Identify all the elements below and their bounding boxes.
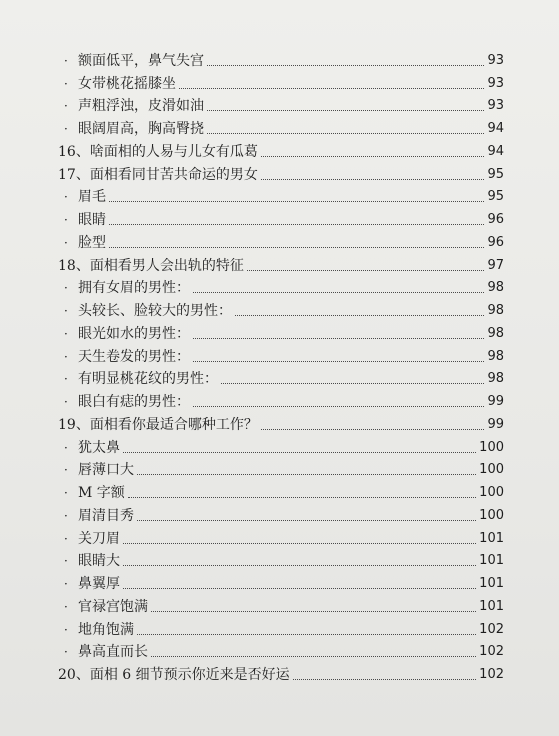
dot-leader [207,109,484,111]
toc-entry-title: 天生卷发的男性： [78,348,190,365]
toc-page-number: 102 [479,667,504,682]
toc-page-number: 94 [487,121,504,136]
dot-leader [247,269,485,271]
toc-page-number: 94 [487,143,504,159]
toc-entry[interactable] [58,502,504,525]
toc-entry[interactable] [58,388,504,411]
toc-page-number: 98 [487,303,504,318]
dot-leader [293,678,477,680]
bullet: · [64,599,68,614]
toc-entry[interactable] [58,229,504,252]
toc-entry-title: 头较长、脸较大的男性： [78,303,232,319]
toc-page-number: 98 [487,280,504,296]
toc-page-number: 95 [487,189,504,205]
toc-entry[interactable] [58,639,504,662]
bullet: · [64,531,68,546]
toc-page-number: 101 [479,598,504,614]
dot-leader [123,564,476,566]
toc-entry[interactable] [58,343,504,366]
bullet: · [64,622,68,637]
toc-page-number: 98 [487,348,504,364]
toc-entry-title: 眼睛大 [78,553,120,570]
toc-entry[interactable] [58,434,504,457]
toc-section-title: 20、面相 6 细节预示你近来是否好运 [58,667,290,683]
bullet: · [64,463,68,478]
toc-page-number: 95 [487,166,504,182]
dot-leader [193,291,484,293]
dot-leader [261,155,485,157]
dot-leader [193,337,484,339]
toc-page-number: 100 [479,485,504,500]
toc-entry[interactable] [58,616,504,639]
toc-entry[interactable] [58,275,504,298]
bullet: · [64,190,68,205]
toc-page-number: 93 [487,52,504,68]
toc-entry[interactable] [58,206,504,229]
toc-entry[interactable] [58,184,504,207]
toc-entry-title: 鼻翼厚 [78,576,120,592]
toc-page-number: 96 [487,212,504,227]
dot-leader [137,473,476,475]
bullet: · [64,326,68,341]
toc-page-number: 98 [487,371,504,387]
bullet: · [64,99,68,114]
toc-entry-title: 有明显桃花纹的男性： [78,371,218,388]
toc-page-number: 102 [479,621,504,637]
toc-section-entry[interactable] [58,138,504,161]
table-of-contents [58,47,504,684]
toc-entry[interactable] [58,93,504,116]
dot-leader [193,405,484,407]
dot-leader [137,519,476,521]
toc-page-number: 100 [479,462,504,478]
toc-section-entry[interactable] [58,661,504,684]
bullet: · [64,508,68,523]
toc-page-number: 101 [479,530,504,546]
toc-entry[interactable] [58,593,504,616]
toc-entry-title: 眼阔眉高，胸高臀挠 [78,121,204,137]
dot-leader [261,428,485,430]
dot-leader [109,223,484,225]
toc-entry[interactable] [58,70,504,93]
toc-entry[interactable] [58,297,504,320]
dot-leader [123,542,476,544]
dot-leader [151,655,476,657]
dot-leader [193,360,484,362]
toc-entry-title: 唇薄口大 [78,462,134,479]
dot-leader [261,178,485,180]
bullet: · [64,372,68,387]
toc-section-entry[interactable] [58,161,504,184]
dot-leader [137,633,476,635]
dot-leader [109,200,484,202]
toc-entry-title: 额面低平，鼻气失宫 [78,52,204,69]
toc-page-number: 102 [479,644,504,660]
toc-entry-title: 脸型 [78,234,106,251]
toc-entry[interactable] [58,479,504,502]
bullet: · [64,440,68,455]
toc-entry[interactable] [58,457,504,480]
dot-leader [235,314,484,316]
bullet: · [64,395,68,409]
toc-entry-title: 地角饱满 [78,621,134,638]
toc-section-title: 16、啥面相的人易与儿女有瓜葛 [58,143,258,160]
bullet: · [64,281,68,296]
toc-entry-title: 眼睛 [78,212,106,228]
dot-leader [123,451,476,453]
bullet: · [64,349,68,364]
toc-entry-title: 声粗浮浊，皮滑如油 [78,98,204,115]
toc-page-number: 97 [487,257,504,273]
dot-leader [123,587,476,589]
dot-leader [109,246,484,248]
toc-entry-title: 拥有女眉的男性： [78,280,190,297]
toc-page-number: 93 [487,98,504,114]
toc-entry[interactable] [58,47,504,70]
toc-entry[interactable] [58,366,504,389]
bullet: · [64,486,68,500]
toc-entry-title: M 字额 [78,485,125,501]
toc-section-entry[interactable] [58,411,504,434]
toc-page-number: 101 [479,576,504,591]
toc-entry[interactable] [58,570,504,593]
toc-entry-title: 眼白有痣的男性： [78,394,190,410]
bullet: · [64,645,68,660]
toc-page-number: 98 [487,325,504,341]
toc-page-number: 100 [479,507,504,523]
dot-leader [151,610,476,612]
bullet: · [64,213,68,227]
toc-page-number: 100 [479,439,504,455]
toc-entry[interactable] [58,115,504,138]
toc-page-number: 96 [487,234,504,250]
dot-leader [207,132,484,134]
dot-leader [221,382,484,384]
toc-section-title: 17、面相看同甘苦共命运的男女 [58,166,258,183]
bullet: · [64,577,68,591]
dot-leader [128,496,476,498]
bullet: · [64,235,68,250]
toc-section-entry[interactable] [58,252,504,275]
dot-leader [179,87,484,89]
toc-page-number: 93 [487,75,504,91]
toc-entry-title: 眉清目秀 [78,507,134,524]
toc-entry-title: 鼻高直而长 [78,644,148,661]
toc-entry-title: 眼光如水的男性： [78,325,190,342]
bullet: · [64,304,68,318]
bullet: · [64,53,68,68]
toc-section-title: 19、面相看你最适合哪种工作？ [58,416,258,433]
toc-page-number: 99 [487,394,504,409]
toc-entry[interactable] [58,320,504,343]
bullet: · [64,122,68,136]
dot-leader [207,64,484,66]
toc-entry-title: 关刀眉 [78,530,120,547]
toc-entry-title: 眉毛 [78,189,106,206]
toc-entry[interactable] [58,525,504,548]
bullet: · [64,554,68,569]
toc-entry-title: 官禄宫饱满 [78,598,148,615]
toc-entry[interactable] [58,548,504,571]
bullet: · [64,76,68,91]
toc-entry-title: 犹太鼻 [78,439,120,456]
toc-section-title: 18、面相看男人会出轨的特征 [58,257,244,274]
toc-page-number: 101 [479,553,504,569]
toc-page-number: 99 [487,416,504,432]
toc-entry-title: 女带桃花摇膝坐 [78,75,176,92]
